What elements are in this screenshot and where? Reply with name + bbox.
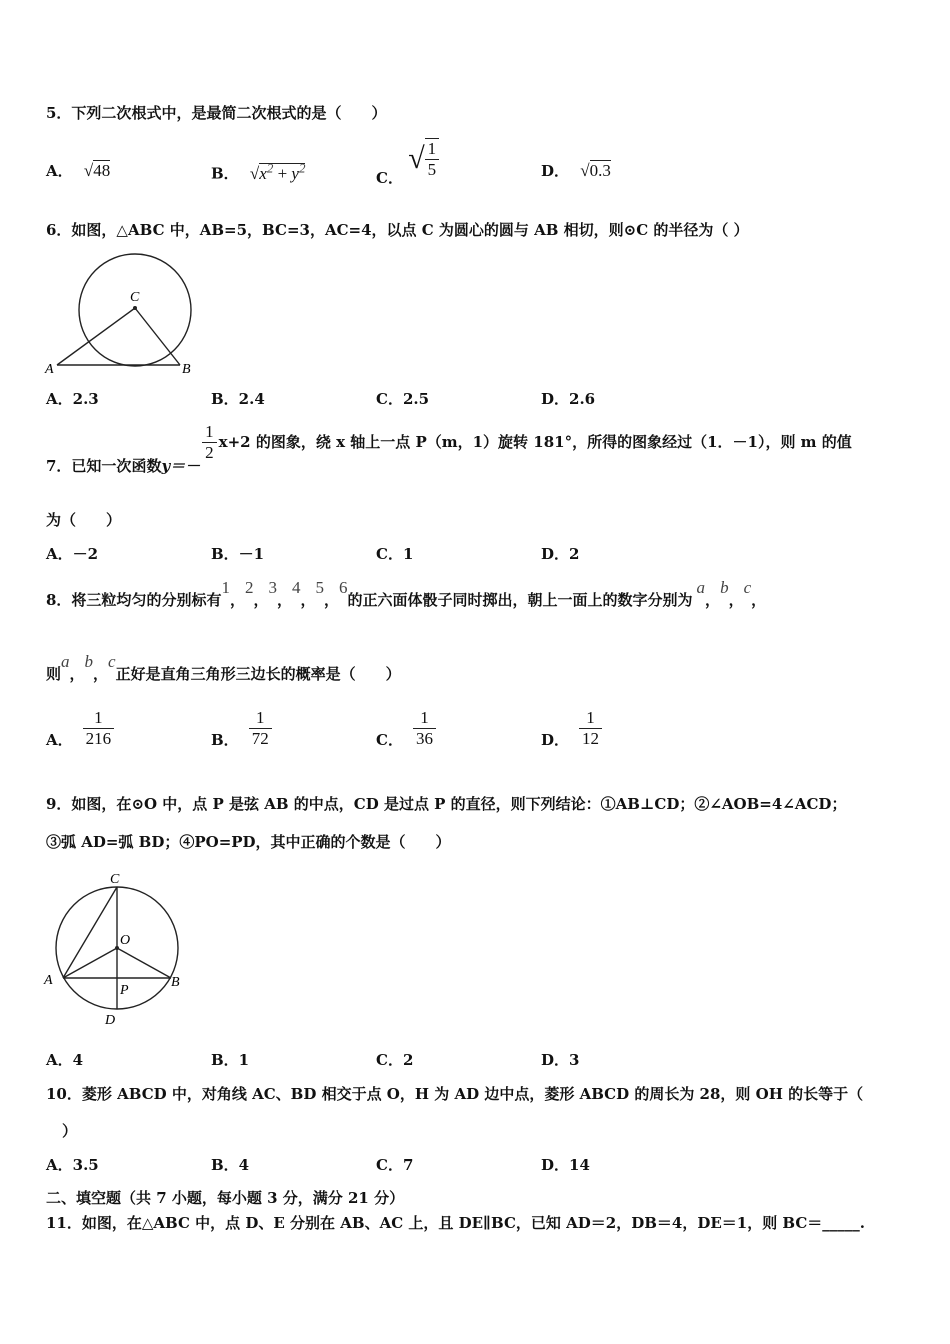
q5-option-d: D． √0.3: [541, 161, 611, 180]
q9-label-p: P: [120, 983, 129, 998]
q5-option-a: A． √48: [46, 161, 111, 180]
q9-label-a: A: [44, 973, 53, 988]
q8-option-c: C． $\frac{1}{36}$: [376, 708, 436, 749]
q8-option-a: A． $\frac{1}{216}$: [46, 708, 114, 749]
q9-stem-line2: ③弧 AD=弧 BD；④PO=PD，其中正确的个数是（ ）: [46, 833, 451, 851]
q6-label-c: C: [130, 290, 140, 305]
q10-option-c: C．7: [376, 1156, 414, 1174]
q8-option-b: B． $\frac{1}{72}$: [211, 708, 272, 749]
q5-stem: 5．下列二次根式中，是最简二次根式的是（ ）: [46, 104, 387, 122]
q7-option-d: D．2: [541, 545, 580, 563]
q6-label-b: B: [182, 362, 191, 377]
q10-stem: 10．菱形 ABCD 中，对角线 AC、BD 相交于点 O，H 为 AD 边中点，菱形 ABCD 的周长为 28，则 OH 的长等于（: [46, 1085, 864, 1103]
q9-stem: 9．如图，在⊙O 中，点 P 是弦 AB 的中点，CD 是过点 P 的直径，则下列结论：①AB⊥CD；②∠AOB=4∠ACD；: [46, 795, 847, 813]
q9-chord-ac: [63, 887, 117, 978]
q9-label-b: B: [171, 975, 180, 990]
q7-option-c: C．1: [376, 545, 414, 563]
q6-option-b: B．2.4: [211, 390, 265, 408]
q6-option-c: C．2.5: [376, 390, 430, 408]
q9-option-a: A．4: [46, 1051, 84, 1069]
q10-stem-line2: ）: [62, 1122, 78, 1140]
q6-option-d: D．2.6: [541, 390, 596, 408]
q6-stem: 6．如图，△ABC 中，AB=5，BC=3，AC=4，以点 C 为圆心的圆与 AB 相切，则⊙C 的半径为（ ）: [46, 221, 749, 239]
q9-label-d: D: [105, 1013, 116, 1028]
q11-stem: 11．如图，在△ABC 中，点 D、E 分别在 AB、AC 上，且 DE∥BC，已知 AD＝2，DB＝4，DE＝1，则 BC＝_____.: [46, 1214, 866, 1232]
q6-figure: [40, 252, 210, 382]
q9-option-c: C．2: [376, 1051, 414, 1069]
q5-option-b: B． $√x^2 + y^2$: [211, 160, 306, 183]
q8-stem: 8．将三粒均匀的分别标有1，2，3，4，5，6的正六面体骰子同时掷出，朝上一面上的数字分别为a，b，c，: [46, 578, 767, 609]
q7-option-b: B．－1: [211, 545, 265, 563]
q9-point-o: [115, 946, 119, 950]
q5-option-c: C． √ $\frac{1}{5}$: [376, 138, 439, 180]
q9-figure: [40, 868, 190, 1032]
q6-option-a: A．2.3: [46, 390, 99, 408]
q8-option-d: D． $\frac{1}{12}$: [541, 708, 602, 749]
q7-stem: 7．已知一次函数y＝－ $\frac{1}{2}$ x+2 的图象，绕 x 轴上一点 P（m，1）旋转 181°，所得的图象经过（1．－1），则 m 的值: [46, 422, 852, 475]
q6-side-bc: [135, 308, 180, 365]
q9-option-d: D．3: [541, 1051, 580, 1069]
section-title: 二、填空题（共 7 小题，每小题 3 分，满分 21 分）: [46, 1189, 405, 1207]
q10-option-d: D．14: [541, 1156, 590, 1174]
q9-radius-ob: [117, 948, 171, 978]
q10-option-b: B．4: [211, 1156, 250, 1174]
q9-option-b: B．1: [211, 1051, 250, 1069]
q8-stem-line2: 则a，b，c正好是直角三角形三边长的概率是（ ）: [46, 652, 401, 683]
q9-label-o: O: [120, 933, 131, 948]
q6-side-ac: [57, 308, 135, 365]
q9-label-c: C: [110, 872, 120, 887]
q7-stem-line2: 为（ ）: [46, 511, 122, 529]
q6-point-c: [133, 306, 137, 310]
q7-option-a: A．－2: [46, 545, 99, 563]
q10-option-a: A．3.5: [46, 1156, 99, 1174]
q6-label-a: A: [45, 362, 54, 377]
